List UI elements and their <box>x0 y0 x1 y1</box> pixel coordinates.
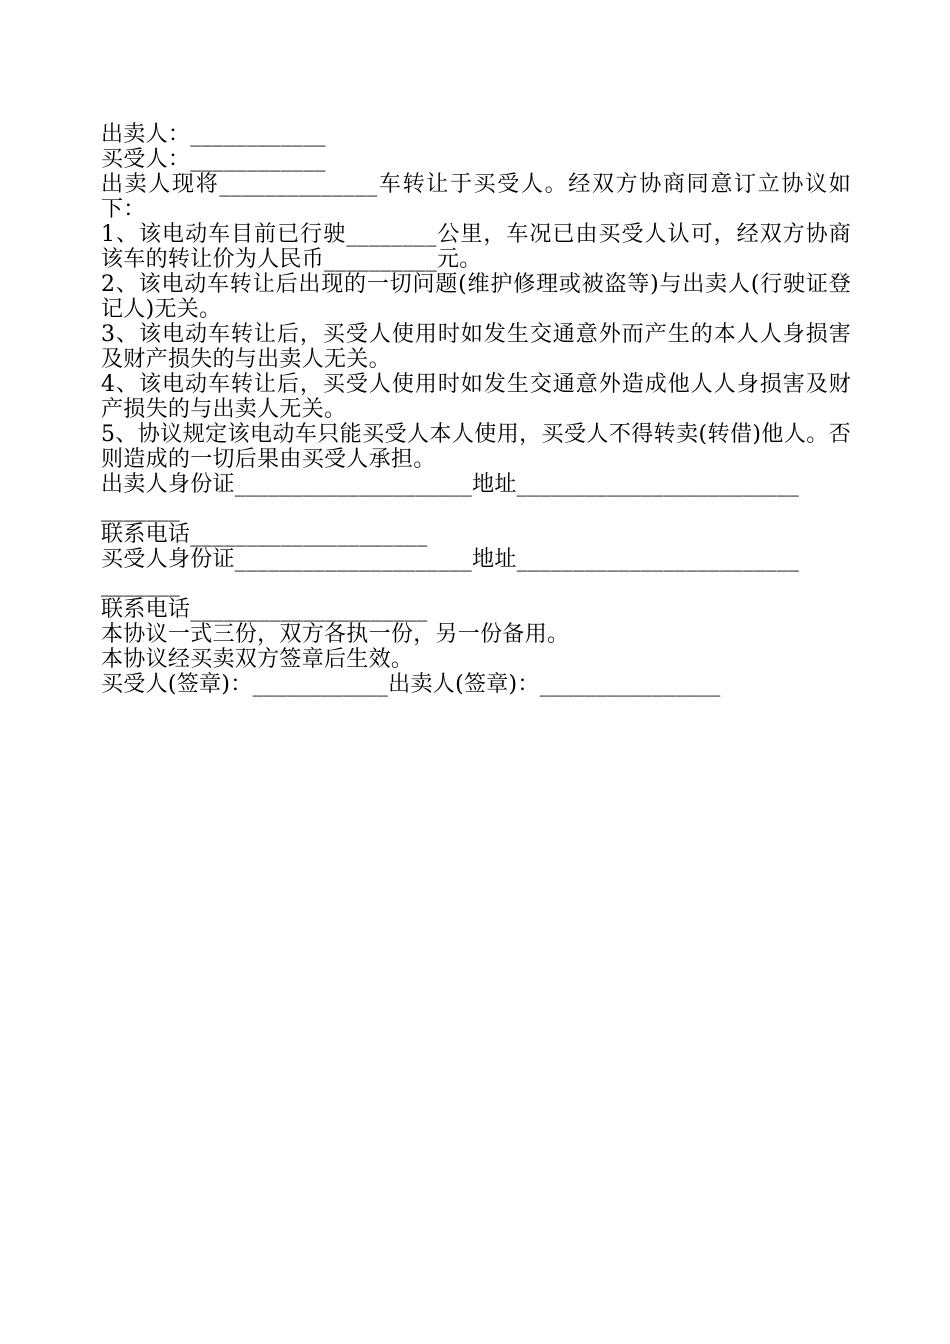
buyer-id-address-continuation: _______ <box>101 572 181 597</box>
clause-2: 2、该电动车转让后出现的一切问题(维护修理或被盗等)与出卖人(行驶证登记人)无关。 <box>101 272 851 322</box>
buyer-id-address-line: 买受人身份证_____________________地址_________________________ <box>101 547 800 572</box>
clause-1: 1、该电动车目前已行驶________公里，车况已由买受人认可，经双方协商该车的转让价为人民币__________元。 <box>101 222 851 272</box>
clause-4: 4、该电动车转让后，买受人使用时如发生交通意外造成他人人身损害及财产损失的与出卖人无关。 <box>101 372 851 422</box>
copies-statement: 本协议一式三份，双方各执一份，另一份备用。 <box>101 622 570 647</box>
clause-3: 3、该电动车转让后，买受人使用时如发生交通意外而产生的本人人身损害及财产损失的与出卖人无关。 <box>101 322 851 372</box>
buyer-phone-line: 联系电话_____________________ <box>101 597 428 622</box>
seller-id-address-line: 出卖人身份证_____________________地址_________________________ <box>101 472 800 497</box>
effective-statement: 本协议经买卖双方签章后生效。 <box>101 647 414 672</box>
seller-id-address-continuation: _______ <box>101 497 181 522</box>
signature-line: 买受人(签章)：____________出卖人(签章)：________________ <box>101 672 721 697</box>
agreement-body <box>101 122 851 697</box>
clause-5: 5、协议规定该电动车只能买受人本人使用，买受人不得转卖(转借)他人。否则造成的一切后果由买受人承担。 <box>101 422 851 472</box>
seller-phone-line: 联系电话_____________________ <box>101 522 428 547</box>
intro-paragraph: 出卖人现将______________车转让于买受人。经双方协商同意订立协议如下： <box>101 172 851 222</box>
seller-name-line: 出卖人：____________ <box>101 122 326 147</box>
buyer-name-line: 买受人：____________ <box>101 147 326 172</box>
